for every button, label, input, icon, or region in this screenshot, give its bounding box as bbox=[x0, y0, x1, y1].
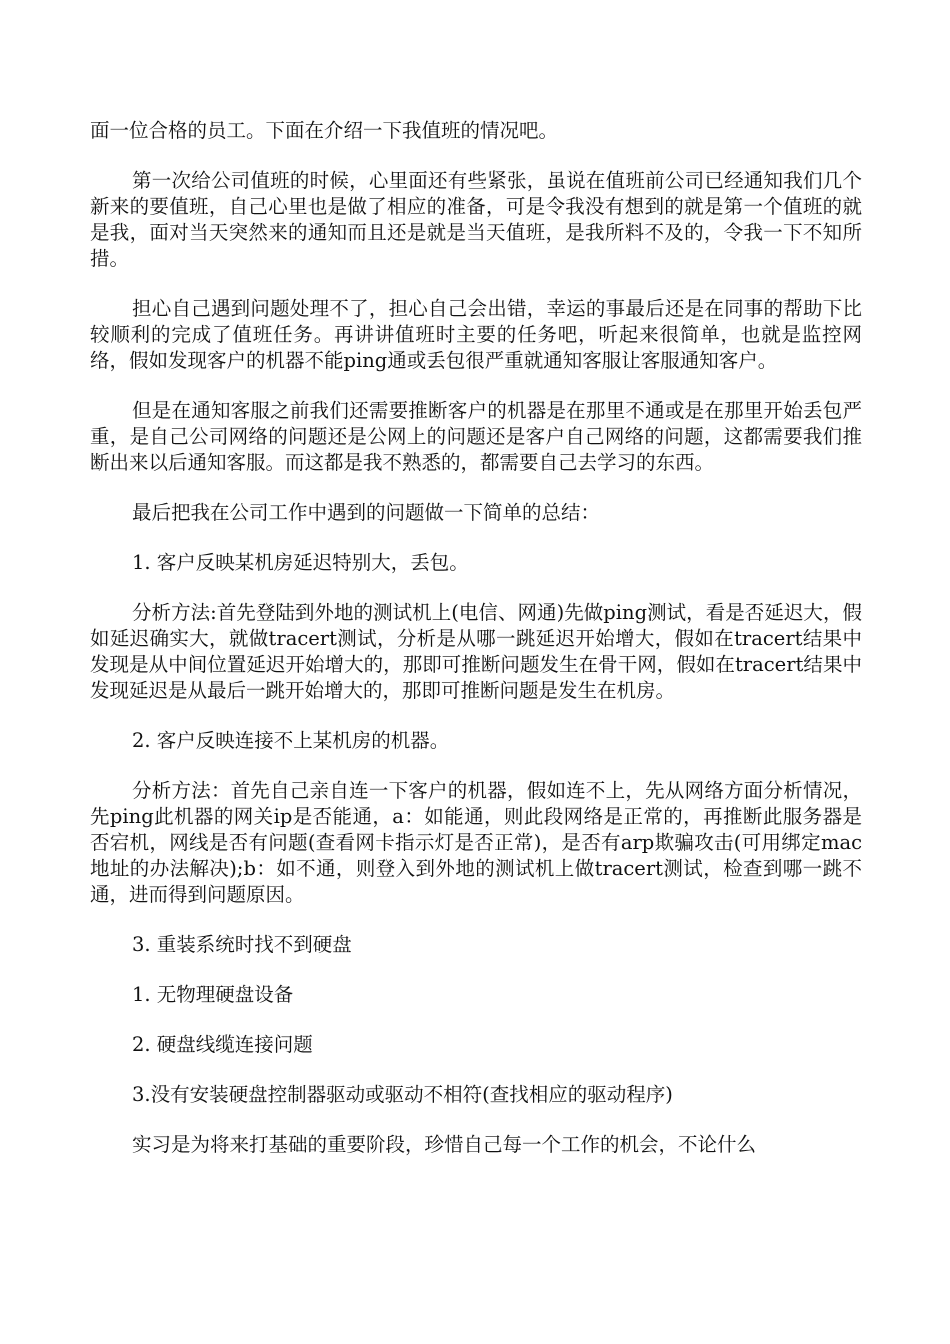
list-item-cause-3: 3.没有安装硬盘控制器驱动或驱动不相符(查找相应的驱动程序) bbox=[132, 1083, 673, 1106]
list-item-cause-2: 2. 硬盘线缆连接问题 bbox=[132, 1033, 313, 1056]
list-item-problem-2: 2. 客户反映连接不上某机房的机器。 bbox=[132, 729, 450, 752]
list-item-problem-3: 3. 重装系统时找不到硬盘 bbox=[132, 933, 352, 956]
paragraph-analysis-2: 分析方法：首先自己亲自连一下客户的机器，假如连不上，先从网络方面分析情况，先ping此机器的网关ip是否能通，a：如能通，则此段网络是正常的，再推断此服务器是否宕机，网线是否有问题(查看网卡指示灯是否正常)，是否有arp欺骗攻击(可用绑定mac地址的办法解决);b：如不通，则登入到外地的测试机上做tracert测试，检查到哪一跳不通，进而得到问题原因。 bbox=[90, 779, 862, 906]
list-item-problem-1: 1. 客户反映某机房延迟特别大，丢包。 bbox=[132, 551, 469, 574]
list-item-cause-1: 1. 无物理硬盘设备 bbox=[132, 983, 294, 1006]
paragraph-worry: 担心自己遇到问题处理不了，担心自己会出错，幸运的事最后还是在同事的帮助下比较顺利的完成了值班任务。再讲讲值班时主要的任务吧，听起来很简单，也就是监控网络，假如发现客户的机器不能ping通或丢包很严重就通知客服让客服通知客户。 bbox=[90, 297, 862, 372]
paragraph-first-duty: 第一次给公司值班的时候，心里面还有些紧张，虽说在值班前公司已经通知我们几个新来的要值班，自己心里也是做了相应的准备，可是令我没有想到的就是第一个值班的就是我，面对当天突然来的通知而且还是就是当天值班，是我所料不及的，令我一下不知所措。 bbox=[90, 169, 862, 270]
paragraph-analysis-1: 分析方法:首先登陆到外地的测试机上(电信、网通)先做ping测试，看是否延迟大，假如延迟确实大，就做tracert测试，分析是从哪一跳延迟开始增大，假如在tracert结果中发现是从中间位置延迟开始增大的，那即可推断问题发生在骨干网，假如在tracert结果中发现延迟是从最后一跳开始增大的，那即可推断问题是发生在机房。 bbox=[90, 601, 862, 702]
document-body bbox=[90, 118, 862, 1158]
paragraph-summary-intro: 最后把我在公司工作中遇到的问题做一下简单的总结： bbox=[132, 501, 601, 524]
paragraph-diagnosis: 但是在通知客服之前我们还需要推断客户的机器是在那里不通或是在那里开始丢包严重，是自己公司网络的问题还是公网上的问题还是客户自己网络的问题，这都需要我们推断出来以后通知客服。而这都是我不熟悉的，都需要自己去学习的东西。 bbox=[90, 399, 862, 474]
paragraph-internship-conclusion: 实习是为将来打基础的重要阶段，珍惜自己每一个工作的机会，不论什么 bbox=[132, 1133, 757, 1156]
paragraph-intro-continuation: 面一位合格的员工。下面在介绍一下我值班的情况吧。 bbox=[90, 119, 559, 142]
